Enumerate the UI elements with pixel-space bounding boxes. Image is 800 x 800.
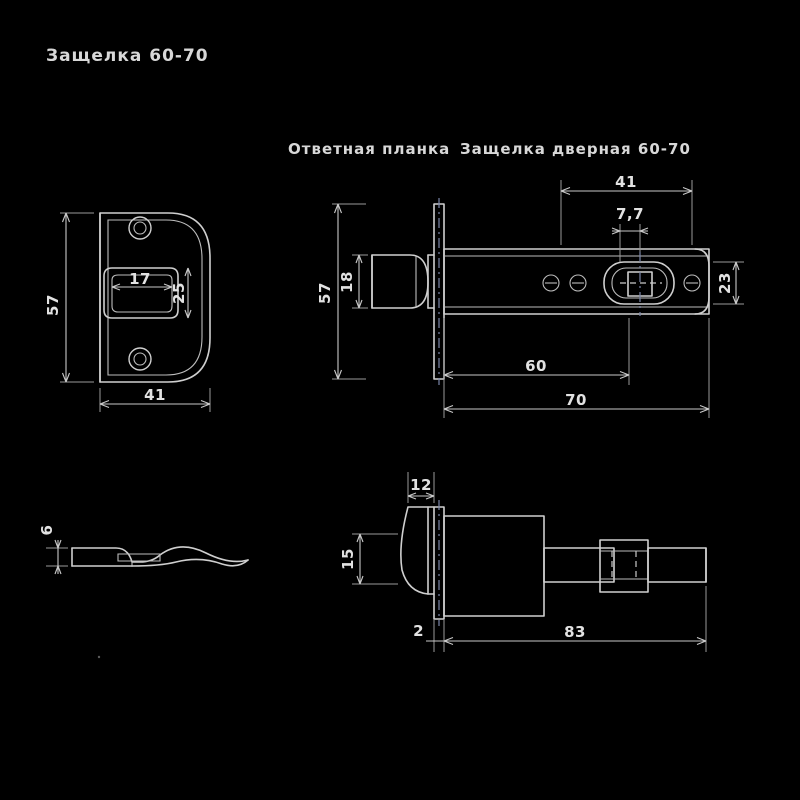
- dim-6-strike-side: 6: [38, 524, 56, 536]
- latch-top-view: [316, 173, 744, 418]
- dim-41-strike: 41: [144, 386, 166, 404]
- dim-83-latch-side: 83: [564, 623, 586, 641]
- dim-60-latch: 60: [525, 357, 547, 375]
- dim-25-strike: 25: [170, 282, 188, 304]
- strike-plate-side-view: [38, 525, 248, 574]
- strike-plate-front-view: [44, 213, 210, 412]
- dim-12-latch-side: 12: [410, 476, 432, 494]
- dim-57-strike: 57: [44, 294, 62, 316]
- dim-7-7-latch: 7,7: [615, 205, 645, 223]
- dim-17-strike: 17: [129, 270, 151, 288]
- strike-plate-title: Ответная планка: [288, 140, 451, 158]
- latch-side-view: [339, 472, 706, 652]
- latch-title: Защелка дверная 60-70: [460, 140, 691, 158]
- dim-2-latch-side: 2: [413, 622, 424, 640]
- dim-23-latch: 23: [716, 272, 734, 294]
- dim-57-latch: 57: [316, 282, 334, 304]
- dim-18-latch: 18: [338, 271, 356, 293]
- dim-70-latch: 70: [565, 391, 587, 409]
- registration-dot: [98, 656, 100, 658]
- dim-41-latch: 41: [615, 173, 637, 191]
- page-title: Защелка 60-70: [46, 46, 209, 66]
- dim-15-latch-side: 15: [339, 548, 357, 570]
